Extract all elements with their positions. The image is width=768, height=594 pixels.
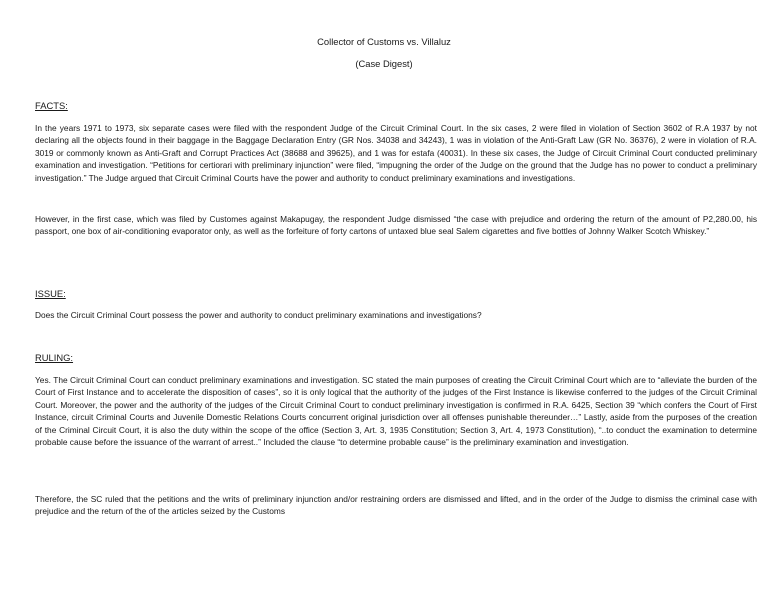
ruling-paragraph-2: Therefore, the SC ruled that the petitions and the writs of preliminary injunction and/or restraining orders are dismissed and lifted, and in the order of the Judge to dismiss the criminal case with prejudice and the return of the of the articles seized by the Customs [35, 494, 757, 517]
document-title: Collector of Customs vs. Villaluz [317, 36, 451, 47]
issue-heading: ISSUE: [35, 288, 66, 299]
ruling-paragraph-1: Yes. The Circuit Criminal Court can conduct preliminary examinations and investigation. SC stated the main purposes of creating the Circuit Criminal Court which are to “alleviate the burden of the Court of First Instance and to accelerate the disposition of cases”, so it is only logical that the authority of the judges of the First Instance is likewise conferred to the judges of the Circuit Criminal Court. Moreover, the power and the authority of the judges of the Circuit Criminal Court to conduct preliminary investigation is confirmed in R.A. 6425, Section 39 “which confers the Court of First Instance, circuit Criminal Courts and Juvenile Domestic Relations Courts concurrent original jurisdiction over all offenses punishable thereunder…” Lastly, aside from the purposes of the creation of the Criminal Circuit Court, it is also the duty within the scope of the office (Section 3, Art. 3, 1935 Constitution; Section 3, Art. 4, 1973 Constitution), “..to conduct the examination to determine probable cause before the issuance of the warrant of arrest..” Included the clause “to determine probable cause” is the preliminary examination and investigation. [35, 375, 757, 448]
facts-paragraph-1: In the years 1971 to 1973, six separate cases were filed with the respondent Judge of the Circuit Criminal Court. In the six cases, 2 were filed in violation of Section 3602 of R.A 1937 by not declaring all the objects found in their baggage in the Baggage Declaration Entry (GR Nos. 34038 and 34243), 1 was in violation of the Anti-Graft Law (GR No. 36376), 2 were in violation of R.A. 3019 or commonly known as Anti-Graft and Corrupt Practices Act (38688 and 39625), and 1 was for estafa (40031). In these six cases, the Judge of Circuit Criminal Court conducted preliminary examination and investigation. “Petitions for certiorari with preliminary injunction” were filed, “impugning the order of the Judge on the ground that the Judge has no power to conduct a preliminary investigation.” The Judge argued that Circuit Criminal Courts have the power and authority to conduct preliminary examinations and investigations. [35, 123, 757, 183]
facts-paragraph-2: However, in the first case, which was filed by Customes against Makapugay, the respondent Judge dismissed “the case with prejudice and ordering the return of the amount of P2,280.00, his passport, one box of air-conditioning evaporator only, as well as the forfeiture of forty cartons of untaxed blue seal Salem cigarettes and five bottles of Johnny Walker Scotch Whiskey.” [35, 214, 757, 237]
issue-paragraph-1: Does the Circuit Criminal Court possess the power and authority to conduct preliminary examinations and investigations? [35, 310, 482, 320]
facts-heading: FACTS: [35, 100, 68, 111]
document-subtitle: (Case Digest) [355, 58, 413, 69]
ruling-heading: RULING: [35, 352, 74, 363]
